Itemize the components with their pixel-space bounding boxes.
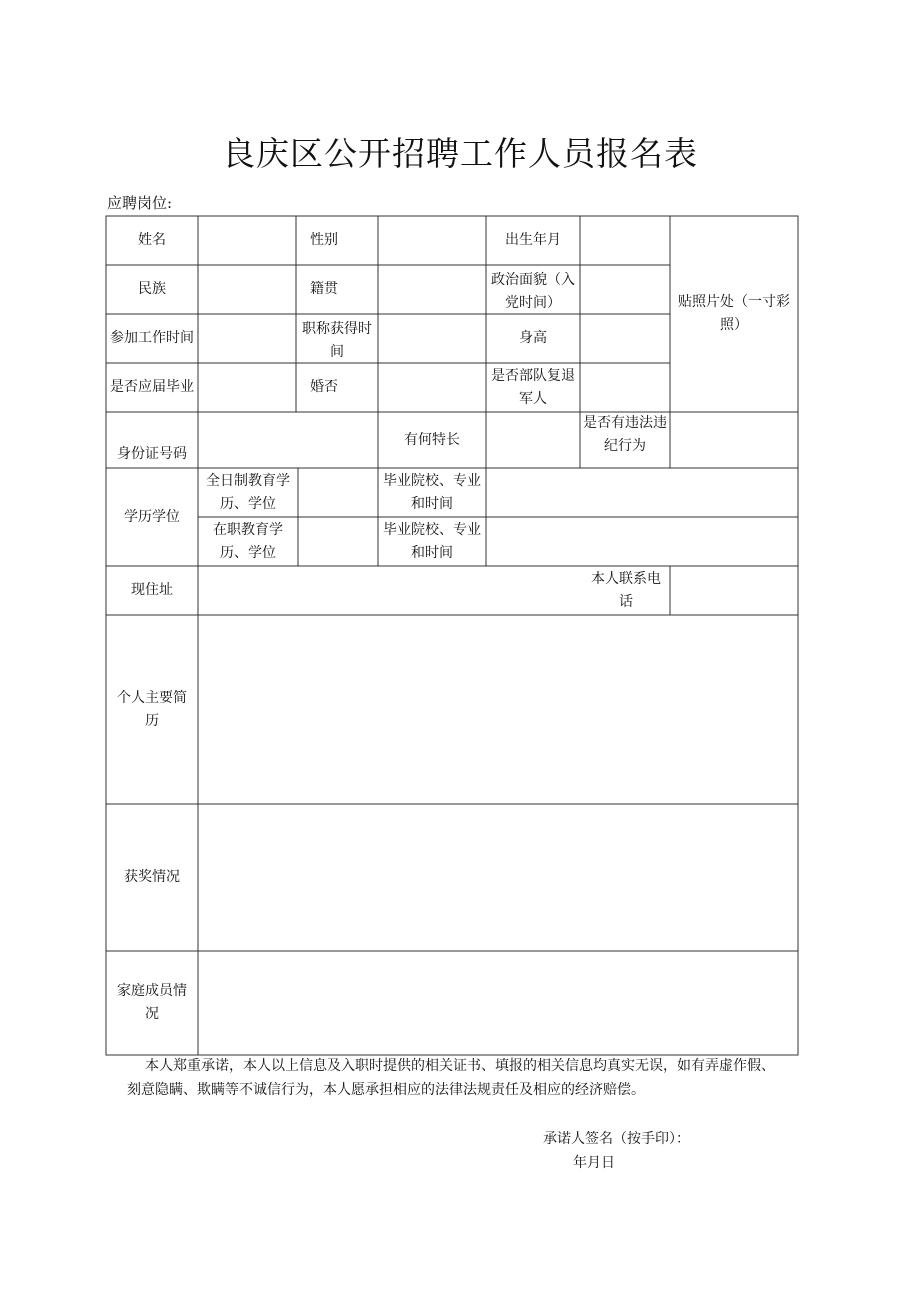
inservice-education-field[interactable] bbox=[298, 517, 378, 566]
fresh-graduate-label: 是否应届毕业 bbox=[110, 379, 194, 395]
address-label: 现住址 bbox=[131, 582, 173, 598]
school-major-label-2: 毕业院校、专业和时间 bbox=[383, 521, 481, 561]
pledge-statement: 本人郑重承诺，本人以上信息及入职时提供的相关证书、填报的相关信息均真实无误，如有弄虚作假、刻意隐瞒、欺瞒等不诚信行为，本人愿承担相应的法律法规责任及相应的经济赔偿。 bbox=[127, 1058, 775, 1098]
address-field[interactable] bbox=[198, 566, 582, 615]
family-field[interactable] bbox=[198, 951, 798, 1055]
resume-label: 个人主要简历 bbox=[117, 689, 187, 729]
height-field[interactable] bbox=[580, 314, 670, 363]
specialty-field[interactable] bbox=[486, 412, 580, 468]
violation-field[interactable] bbox=[670, 412, 798, 468]
signature-label: 承诺人签名（按手印）： bbox=[543, 1131, 690, 1147]
specialty-label: 有何特长 bbox=[404, 431, 460, 448]
fulltime-education-field[interactable] bbox=[298, 468, 378, 517]
photo-placeholder[interactable]: 贴照片处（一寸彩照） bbox=[678, 294, 790, 333]
id-number-field[interactable] bbox=[198, 412, 378, 468]
veteran-field[interactable] bbox=[580, 363, 670, 412]
name-field[interactable] bbox=[198, 216, 296, 265]
id-number-label: 身份证号码 bbox=[117, 446, 187, 462]
gender-field[interactable] bbox=[378, 216, 486, 265]
native-place-label: 籍贯 bbox=[310, 281, 338, 297]
inservice-education-label: 在职教育学历、学位 bbox=[213, 521, 283, 561]
birth-field[interactable] bbox=[580, 216, 670, 265]
phone-label: 本人联系电话 bbox=[591, 570, 661, 610]
veteran-label: 是否部队复退军人 bbox=[491, 367, 575, 407]
title-date-field[interactable] bbox=[378, 314, 486, 363]
awards-label: 获奖情况 bbox=[124, 869, 180, 885]
work-start-label: 参加工作时间 bbox=[110, 330, 194, 346]
date-label: 年月日 bbox=[573, 1155, 615, 1171]
school-major-field-1[interactable] bbox=[486, 468, 798, 517]
gender-label: 性别 bbox=[310, 232, 338, 248]
family-label: 家庭成员情况 bbox=[117, 983, 187, 1022]
form-title: 良庆区公开招聘工作人员报名表 bbox=[222, 134, 698, 173]
height-label: 身高 bbox=[519, 330, 547, 346]
native-place-field[interactable] bbox=[378, 265, 486, 314]
education-label: 学历学位 bbox=[124, 508, 180, 525]
school-major-label-1: 毕业院校、专业和时间 bbox=[383, 472, 481, 512]
ethnicity-label: 民族 bbox=[138, 281, 166, 297]
marital-field[interactable] bbox=[378, 363, 486, 412]
awards-field[interactable] bbox=[198, 804, 798, 951]
marital-label: 婚否 bbox=[310, 379, 338, 395]
political-status-field[interactable] bbox=[580, 265, 670, 314]
fulltime-education-label: 全日制教育学历、学位 bbox=[206, 472, 290, 512]
position-applied-label: 应聘岗位: bbox=[107, 194, 173, 212]
resume-field[interactable] bbox=[198, 615, 798, 804]
school-major-field-2[interactable] bbox=[486, 517, 798, 566]
violation-label: 是否有违法违纪行为 bbox=[583, 415, 667, 454]
phone-field[interactable] bbox=[670, 566, 798, 615]
work-start-field[interactable] bbox=[198, 314, 296, 363]
name-label: 姓名 bbox=[138, 232, 166, 248]
ethnicity-field[interactable] bbox=[198, 265, 296, 314]
birth-label: 出生年月 bbox=[505, 232, 561, 248]
political-status-label: 政治面貌（入党时间） bbox=[491, 272, 575, 311]
title-date-label: 职称获得时间 bbox=[302, 321, 372, 360]
fresh-graduate-field[interactable] bbox=[198, 363, 296, 412]
